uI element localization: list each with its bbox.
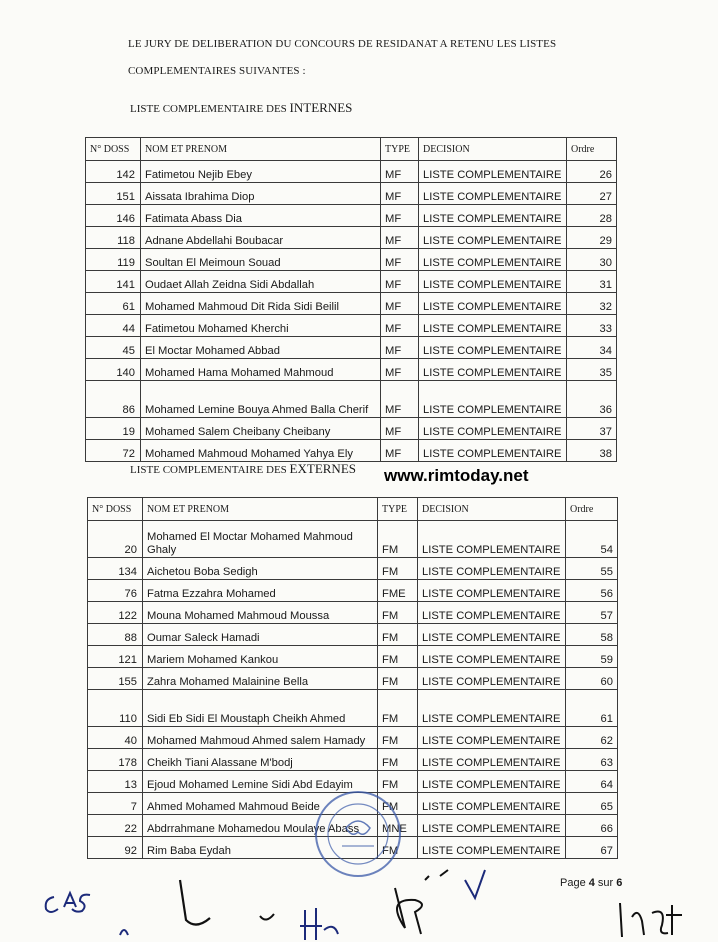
table-header-row — [86, 138, 617, 161]
ordre-cell: 31 — [567, 271, 617, 293]
table-row — [88, 580, 618, 602]
initials-signature — [40, 885, 100, 925]
ordre-cell: 65 — [566, 793, 618, 815]
decision-cell: LISTE COMPLEMENTAIRE — [418, 837, 566, 859]
ordre-cell: 61 — [566, 690, 618, 727]
site-watermark: www.rimtoday.net — [384, 466, 529, 485]
doss-cell: 121 — [88, 646, 143, 668]
table-row — [86, 359, 617, 381]
name-cell: Mohamed El Moctar Mohamed Mahmoud Ghaly — [143, 521, 378, 558]
type-cell: MF — [381, 205, 419, 227]
name-cell: Aissata Ibrahima Diop — [141, 183, 381, 205]
table-row — [88, 690, 618, 727]
doss-cell: 88 — [88, 624, 143, 646]
table-row — [86, 440, 617, 462]
name-cell: Cheikh Tiani Alassane M'bodj — [143, 749, 378, 771]
ordre-cell: 57 — [566, 602, 618, 624]
name-cell: Rim Baba Eydah — [143, 837, 378, 859]
name-cell: Mohamed Mahmoud Ahmed salem Hamady — [143, 727, 378, 749]
type-cell: MF — [381, 249, 419, 271]
doss-cell: 44 — [86, 315, 141, 337]
type-cell: FM — [378, 646, 418, 668]
ordre-cell: 54 — [566, 521, 618, 558]
name-cell: Mohamed Lemine Bouya Ahmed Balla Cherif — [141, 381, 381, 418]
name-cell: Sidi Eb Sidi El Moustaph Cheikh Ahmed — [143, 690, 378, 727]
header-decision: DECISION — [418, 498, 566, 521]
decision-cell: LISTE COMPLEMENTAIRE — [418, 771, 566, 793]
name-cell: Mohamed Mahmoud Dit Rida Sidi Beilil — [141, 293, 381, 315]
ordre-cell: 30 — [567, 249, 617, 271]
name-cell: Fatma Ezzahra Mohamed — [143, 580, 378, 602]
header-decision: DECISION — [419, 138, 567, 161]
doss-cell: 7 — [88, 793, 143, 815]
externes-title-prefix: LISTE COMPLEMENTAIRE DES — [130, 464, 290, 476]
internes-table — [85, 137, 617, 462]
ordre-cell: 28 — [567, 205, 617, 227]
jury-signatures — [110, 860, 530, 942]
header-doss: N° DOSS — [86, 138, 141, 161]
doss-cell: 40 — [88, 727, 143, 749]
name-cell: Ahmed Mohamed Mahmoud Beide — [143, 793, 378, 815]
page-sur: sur — [594, 877, 617, 889]
table-row — [88, 646, 618, 668]
name-cell: Oudaet Allah Zeidna Sidi Abdallah — [141, 271, 381, 293]
name-cell: Fatimetou Nejib Ebey — [141, 161, 381, 183]
type-cell: FM — [378, 521, 418, 558]
doss-cell: 134 — [88, 558, 143, 580]
doss-cell: 13 — [88, 771, 143, 793]
doss-cell: 140 — [86, 359, 141, 381]
type-cell: FM — [378, 558, 418, 580]
ordre-cell: 58 — [566, 624, 618, 646]
type-cell: MF — [381, 293, 419, 315]
doss-cell: 86 — [86, 381, 141, 418]
table-row — [86, 293, 617, 315]
table-row — [88, 668, 618, 690]
name-cell: Mohamed Salem Cheibany Cheibany — [141, 418, 381, 440]
decision-cell: LISTE COMPLEMENTAIRE — [418, 749, 566, 771]
decision-cell: LISTE COMPLEMENTAIRE — [418, 690, 566, 727]
internes-title-prefix: LISTE COMPLEMENTAIRE DES — [130, 103, 290, 115]
name-cell: Mariem Mohamed Kankou — [143, 646, 378, 668]
table-row — [88, 749, 618, 771]
ordre-cell: 33 — [567, 315, 617, 337]
header-nom: NOM ET PRENOM — [143, 498, 378, 521]
header-ordre: Ordre — [566, 498, 618, 521]
decision-cell: LISTE COMPLEMENTAIRE — [418, 558, 566, 580]
type-cell: FM — [378, 749, 418, 771]
type-cell: MF — [381, 359, 419, 381]
ordre-cell: 35 — [567, 359, 617, 381]
name-cell: Fatimata Abass Dia — [141, 205, 381, 227]
table-row — [86, 315, 617, 337]
doss-cell: 61 — [86, 293, 141, 315]
name-cell: Aichetou Boba Sedigh — [143, 558, 378, 580]
table-row — [86, 227, 617, 249]
table-row — [88, 727, 618, 749]
intro-line-2: COMPLEMENTAIRES SUIVANTES : — [128, 65, 306, 77]
right-signature — [612, 895, 712, 940]
internes-title — [130, 100, 352, 116]
ordre-cell: 38 — [567, 440, 617, 462]
ordre-cell: 64 — [566, 771, 618, 793]
externes-title — [130, 461, 356, 477]
doss-cell: 119 — [86, 249, 141, 271]
type-cell: FM — [378, 793, 418, 815]
doss-cell: 92 — [88, 837, 143, 859]
table-row — [86, 161, 617, 183]
decision-cell: LISTE COMPLEMENTAIRE — [418, 815, 566, 837]
type-cell: MF — [381, 161, 419, 183]
type-cell: MF — [381, 440, 419, 462]
name-cell: Adnane Abdellahi Boubacar — [141, 227, 381, 249]
page-total: 6 — [616, 877, 623, 889]
decision-cell: LISTE COMPLEMENTAIRE — [419, 418, 567, 440]
doss-cell: 19 — [86, 418, 141, 440]
header-doss: N° DOSS — [88, 498, 143, 521]
doss-cell: 20 — [88, 521, 143, 558]
page-label: Page — [560, 877, 589, 889]
ordre-cell: 36 — [567, 381, 617, 418]
doss-cell: 155 — [88, 668, 143, 690]
doss-cell: 178 — [88, 749, 143, 771]
decision-cell: LISTE COMPLEMENTAIRE — [419, 293, 567, 315]
decision-cell: LISTE COMPLEMENTAIRE — [419, 381, 567, 418]
internes-title-word: INTERNES — [289, 100, 353, 115]
decision-cell: LISTE COMPLEMENTAIRE — [419, 440, 567, 462]
type-cell: FM — [378, 771, 418, 793]
table-row — [88, 624, 618, 646]
decision-cell: LISTE COMPLEMENTAIRE — [419, 161, 567, 183]
decision-cell: LISTE COMPLEMENTAIRE — [419, 205, 567, 227]
name-cell: El Moctar Mohamed Abbad — [141, 337, 381, 359]
table-row — [88, 521, 618, 558]
doss-cell: 76 — [88, 580, 143, 602]
decision-cell: LISTE COMPLEMENTAIRE — [419, 249, 567, 271]
doss-cell: 151 — [86, 183, 141, 205]
type-cell: MNE — [378, 815, 418, 837]
table-row — [86, 183, 617, 205]
type-cell: MF — [381, 381, 419, 418]
name-cell: Mouna Mohamed Mahmoud Moussa — [143, 602, 378, 624]
type-cell: FM — [378, 668, 418, 690]
doss-cell: 118 — [86, 227, 141, 249]
intro-line-1: LE JURY DE DELIBERATION DU CONCOURS DE RESIDANAT A RETENU LES LISTES — [128, 38, 557, 50]
table-row — [86, 271, 617, 293]
type-cell: FM — [378, 602, 418, 624]
header-nom: NOM ET PRENOM — [141, 138, 381, 161]
name-cell: Zahra Mohamed Malainine Bella — [143, 668, 378, 690]
decision-cell: LISTE COMPLEMENTAIRE — [418, 793, 566, 815]
ordre-cell: 66 — [566, 815, 618, 837]
type-cell: MF — [381, 227, 419, 249]
name-cell: Abdrrahmane Mohamedou Moulaye Abass — [143, 815, 378, 837]
type-cell: FM — [378, 837, 418, 859]
page-current: 4 — [588, 877, 595, 889]
doss-cell: 45 — [86, 337, 141, 359]
ordre-cell: 67 — [566, 837, 618, 859]
doss-cell: 22 — [88, 815, 143, 837]
decision-cell: LISTE COMPLEMENTAIRE — [419, 183, 567, 205]
table-row — [86, 205, 617, 227]
type-cell: FM — [378, 690, 418, 727]
table-row — [86, 418, 617, 440]
type-cell: MF — [381, 337, 419, 359]
table-row — [88, 602, 618, 624]
type-cell: FM — [378, 727, 418, 749]
table-row — [86, 381, 617, 418]
decision-cell: LISTE COMPLEMENTAIRE — [418, 580, 566, 602]
name-cell: Mohamed Mahmoud Mohamed Yahya Ely — [141, 440, 381, 462]
ordre-cell: 59 — [566, 646, 618, 668]
header-type: TYPE — [381, 138, 419, 161]
page-number — [560, 877, 622, 889]
table-row — [86, 249, 617, 271]
name-cell: Soultan El Meimoun Souad — [141, 249, 381, 271]
type-cell: MF — [381, 183, 419, 205]
type-cell: MF — [381, 271, 419, 293]
decision-cell: LISTE COMPLEMENTAIRE — [419, 227, 567, 249]
doss-cell: 146 — [86, 205, 141, 227]
type-cell: MF — [381, 315, 419, 337]
decision-cell: LISTE COMPLEMENTAIRE — [418, 521, 566, 558]
table-row — [86, 337, 617, 359]
decision-cell: LISTE COMPLEMENTAIRE — [418, 668, 566, 690]
ordre-cell: 27 — [567, 183, 617, 205]
decision-cell: LISTE COMPLEMENTAIRE — [418, 727, 566, 749]
doss-cell: 141 — [86, 271, 141, 293]
name-cell: Ejoud Mohamed Lemine Sidi Abd Edayim — [143, 771, 378, 793]
header-ordre: Ordre — [567, 138, 617, 161]
doss-cell: 142 — [86, 161, 141, 183]
ordre-cell: 55 — [566, 558, 618, 580]
decision-cell: LISTE COMPLEMENTAIRE — [419, 337, 567, 359]
ordre-cell: 56 — [566, 580, 618, 602]
name-cell: Mohamed Hama Mohamed Mahmoud — [141, 359, 381, 381]
decision-cell: LISTE COMPLEMENTAIRE — [418, 602, 566, 624]
doss-cell: 122 — [88, 602, 143, 624]
doss-cell: 110 — [88, 690, 143, 727]
name-cell: Fatimetou Mohamed Kherchi — [141, 315, 381, 337]
ordre-cell: 34 — [567, 337, 617, 359]
name-cell: Oumar Saleck Hamadi — [143, 624, 378, 646]
ordre-cell: 62 — [566, 727, 618, 749]
decision-cell: LISTE COMPLEMENTAIRE — [419, 359, 567, 381]
header-type: TYPE — [378, 498, 418, 521]
ordre-cell: 37 — [567, 418, 617, 440]
ordre-cell: 26 — [567, 161, 617, 183]
table-row — [88, 558, 618, 580]
ordre-cell: 63 — [566, 749, 618, 771]
decision-cell: LISTE COMPLEMENTAIRE — [419, 271, 567, 293]
ordre-cell: 29 — [567, 227, 617, 249]
type-cell: FME — [378, 580, 418, 602]
type-cell: FM — [378, 624, 418, 646]
table-header-row — [88, 498, 618, 521]
doss-cell: 72 — [86, 440, 141, 462]
decision-cell: LISTE COMPLEMENTAIRE — [418, 624, 566, 646]
decision-cell: LISTE COMPLEMENTAIRE — [419, 315, 567, 337]
ordre-cell: 60 — [566, 668, 618, 690]
externes-title-word: EXTERNES — [289, 461, 356, 476]
type-cell: MF — [381, 418, 419, 440]
ordre-cell: 32 — [567, 293, 617, 315]
decision-cell: LISTE COMPLEMENTAIRE — [418, 646, 566, 668]
